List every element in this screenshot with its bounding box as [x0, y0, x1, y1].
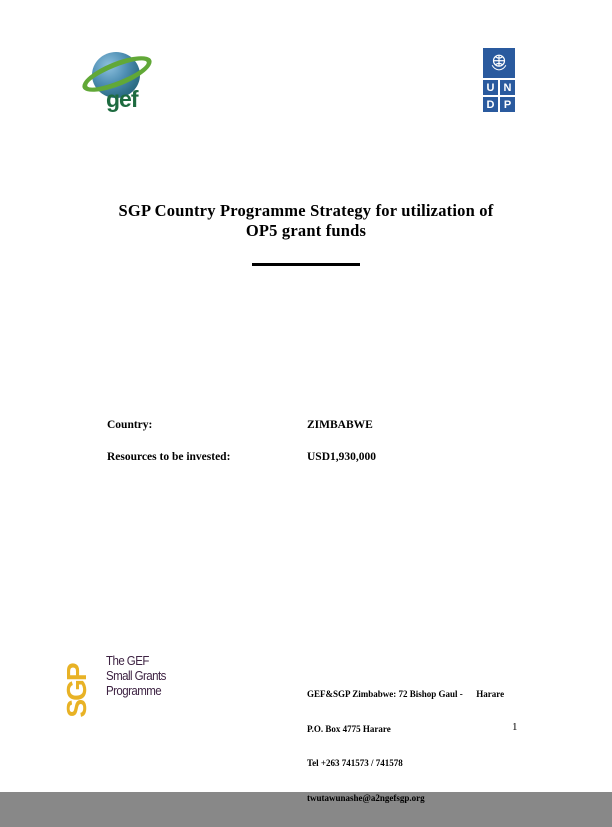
- sgp-tagline-line-1: The GEF: [106, 654, 149, 668]
- address-line-tel: Tel +263 741573 / 741578: [307, 758, 403, 768]
- sgp-tagline-line-3: Programme: [106, 684, 162, 698]
- footer-address: [307, 666, 547, 827]
- undp-letter-d: D: [483, 97, 498, 112]
- undp-letter-n: N: [500, 80, 515, 95]
- address-line-office: GEF&SGP Zimbabwe: 72 Bishop Gaul - Harare: [307, 689, 505, 699]
- country-label: Country:: [107, 419, 153, 431]
- sgp-tagline-line-2: Small Grants: [106, 669, 166, 683]
- gef-wordmark: gef: [106, 86, 138, 112]
- page-number: 1: [512, 721, 518, 733]
- undp-logo: [483, 48, 515, 112]
- un-emblem-icon: [483, 48, 515, 78]
- undp-letter-p: P: [500, 97, 515, 112]
- gef-logo: [88, 50, 168, 112]
- title-divider-line: [252, 263, 360, 266]
- undp-letter-u: U: [483, 80, 498, 95]
- sgp-vertical-wordmark: SGP: [61, 664, 92, 718]
- address-line-pobox: P.O. Box 4775 Harare: [307, 723, 391, 734]
- sgp-tagline: [106, 654, 166, 699]
- un-globe-icon: [488, 52, 510, 74]
- title-line-1: SGP Country Programme Strategy for utilization of: [118, 201, 494, 220]
- address-line-email: twutawunashe@a2ngefsgp.org: [307, 792, 425, 803]
- country-value: ZIMBABWE: [307, 419, 373, 431]
- resources-label: Resources to be invested:: [107, 451, 231, 463]
- document-title: [0, 201, 612, 241]
- resources-value: USD1,930,000: [307, 451, 377, 463]
- sgp-logo: [58, 648, 238, 720]
- title-line-2: OP5 grant funds: [245, 221, 367, 240]
- undp-letter-grid: [483, 80, 515, 112]
